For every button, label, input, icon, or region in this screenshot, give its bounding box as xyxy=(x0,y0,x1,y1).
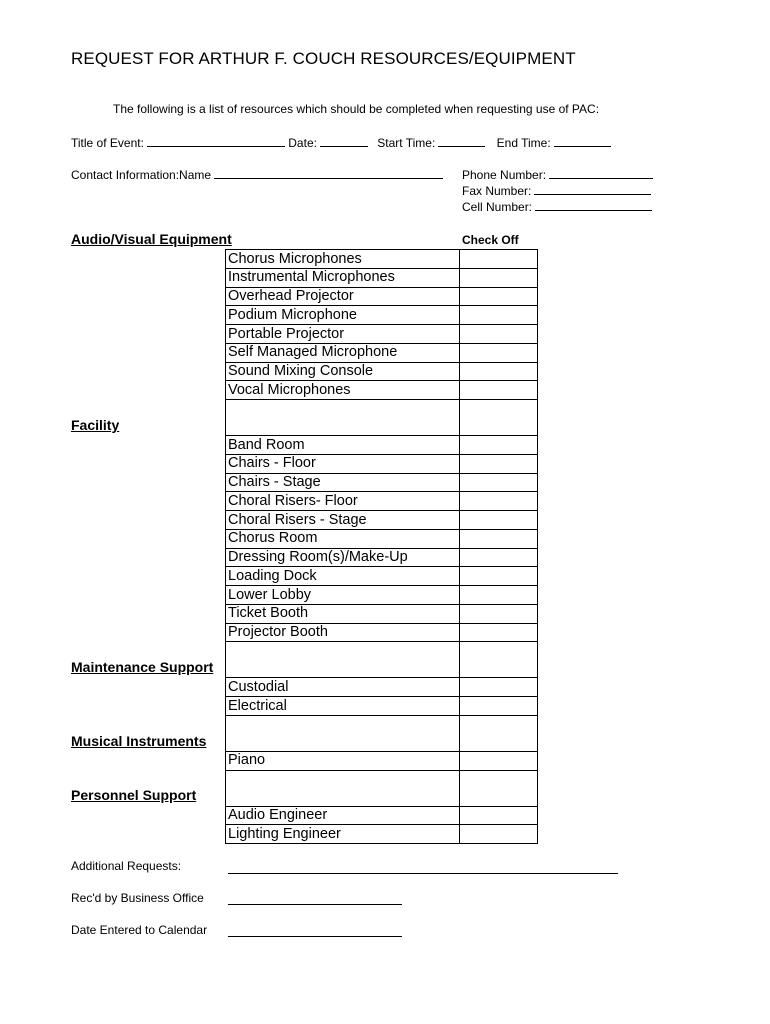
event-date-label: Date: xyxy=(288,136,317,150)
end-time-field[interactable] xyxy=(554,135,611,147)
table-rule xyxy=(225,604,538,605)
additional-requests-field[interactable] xyxy=(228,873,618,874)
check-off-box-facility-8[interactable] xyxy=(460,586,536,603)
page-title: REQUEST FOR ARTHUR F. COUCH RESOURCES/EQUIPMENT xyxy=(71,49,576,68)
table-rule xyxy=(225,305,538,306)
recd-by-field[interactable] xyxy=(228,904,402,905)
table-rule xyxy=(225,380,538,381)
section-heading-maintenance: Maintenance Support xyxy=(71,659,214,675)
table-column-divider xyxy=(459,249,460,844)
check-off-box-av-4[interactable] xyxy=(460,325,536,342)
resource-item-facility-5: Chorus Room xyxy=(228,530,318,547)
resource-item-av-2: Overhead Projector xyxy=(228,288,354,304)
calendar-label: Date Entered to Calendar xyxy=(71,923,208,937)
check-off-box-facility-6[interactable] xyxy=(460,549,536,566)
check-off-box-facility-10[interactable] xyxy=(460,624,536,641)
table-rule xyxy=(225,585,538,586)
table-rule xyxy=(225,249,538,250)
contact-name-row xyxy=(71,167,443,182)
start-time-label: Start Time: xyxy=(377,136,436,150)
resource-item-facility-9: Ticket Booth xyxy=(228,605,309,622)
recd-by-label: Rec'd by Business Office xyxy=(71,891,204,905)
table-rule xyxy=(225,435,538,436)
phone-field[interactable] xyxy=(549,167,653,179)
cell-field[interactable] xyxy=(535,199,652,211)
end-time-label: End Time: xyxy=(496,136,551,150)
fax-label: Fax Number: xyxy=(462,184,532,198)
cell-row xyxy=(462,199,652,214)
table-rule xyxy=(225,548,538,549)
section-heading-musical: Musical Instruments xyxy=(71,733,207,749)
check-off-box-av-3[interactable] xyxy=(460,306,536,323)
table-rule xyxy=(225,641,538,642)
resource-item-facility-8: Lower Lobby xyxy=(228,586,312,603)
check-off-box-av-2[interactable] xyxy=(460,288,536,305)
check-off-box-facility-5[interactable] xyxy=(460,530,536,547)
resource-item-facility-7: Loading Dock xyxy=(228,567,317,584)
table-rule xyxy=(225,677,538,678)
event-date-field[interactable] xyxy=(320,135,368,147)
table-border-left xyxy=(225,249,226,844)
resource-item-maintenance-0: Custodial xyxy=(228,678,289,695)
contact-name-field[interactable] xyxy=(214,167,443,179)
event-title-label: Title of Event: xyxy=(71,136,144,150)
section-heading-av: Audio/Visual Equipment xyxy=(71,231,232,247)
intro-text: The following is a list of resources which should be completed when requesting use of PAC: xyxy=(113,102,600,116)
fax-field[interactable] xyxy=(534,183,651,195)
calendar-field[interactable] xyxy=(228,936,402,937)
table-rule xyxy=(225,399,538,400)
table-rule xyxy=(225,324,538,325)
section-heading-personnel: Personnel Support xyxy=(71,787,197,803)
resource-item-facility-3: Choral Risers- Floor xyxy=(228,492,358,509)
check-off-box-facility-0[interactable] xyxy=(460,436,536,453)
check-off-box-personnel-0[interactable] xyxy=(460,807,536,824)
check-off-box-facility-4[interactable] xyxy=(460,511,536,528)
resource-item-facility-0: Band Room xyxy=(228,436,305,453)
check-off-box-personnel-1[interactable] xyxy=(460,825,536,842)
resource-item-personnel-1: Lighting Engineer xyxy=(228,825,341,842)
table-rule xyxy=(225,268,538,269)
resource-item-facility-1: Chairs - Floor xyxy=(228,455,316,472)
resource-item-personnel-0: Audio Engineer xyxy=(228,807,328,823)
resource-item-musical-0: Piano xyxy=(228,752,266,769)
resource-item-facility-6: Dressing Room(s)/Make-Up xyxy=(228,549,408,565)
table-rule xyxy=(225,696,538,697)
additional-requests-label: Additional Requests: xyxy=(71,859,182,873)
check-off-box-musical-0[interactable] xyxy=(460,752,536,769)
contact-name-label: Contact Information:Name xyxy=(71,168,212,182)
check-off-box-av-6[interactable] xyxy=(460,363,536,380)
resource-item-av-0: Chorus Microphones xyxy=(228,250,362,267)
resource-item-facility-4: Choral Risers - Stage xyxy=(228,511,367,528)
table-rule xyxy=(225,510,538,511)
phone-label: Phone Number: xyxy=(462,168,547,182)
event-title-field[interactable] xyxy=(147,135,285,147)
check-off-box-av-5[interactable] xyxy=(460,344,536,361)
check-off-box-facility-2[interactable] xyxy=(460,474,536,491)
check-off-box-facility-3[interactable] xyxy=(460,492,536,509)
check-off-box-facility-1[interactable] xyxy=(460,455,536,472)
start-time-field[interactable] xyxy=(438,135,485,147)
check-off-heading: Check Off xyxy=(462,233,519,247)
table-rule xyxy=(225,623,538,624)
table-rule xyxy=(225,806,538,807)
table-rule xyxy=(225,843,538,844)
resource-item-av-7: Vocal Microphones xyxy=(228,381,351,398)
table-rule xyxy=(225,473,538,474)
table-rule xyxy=(225,770,538,771)
table-rule xyxy=(225,751,538,752)
resource-item-av-5: Self Managed Microphone xyxy=(228,344,398,361)
fax-row xyxy=(462,183,651,198)
check-off-box-av-0[interactable] xyxy=(460,250,536,267)
table-rule xyxy=(225,454,538,455)
resource-item-av-4: Portable Projector xyxy=(228,325,345,342)
phone-row xyxy=(462,167,653,182)
table-rule xyxy=(225,529,538,530)
table-rule xyxy=(225,287,538,288)
check-off-box-maintenance-1[interactable] xyxy=(460,697,536,714)
table-rule xyxy=(225,715,538,716)
check-off-box-facility-7[interactable] xyxy=(460,567,536,584)
table-rule xyxy=(225,343,538,344)
table-rule xyxy=(225,491,538,492)
event-fields-row xyxy=(71,135,611,150)
table-border-right xyxy=(537,249,538,844)
resource-item-facility-2: Chairs - Stage xyxy=(228,474,321,490)
table-rule xyxy=(225,362,538,363)
check-off-box-maintenance-0[interactable] xyxy=(460,678,536,695)
resource-item-facility-10: Projector Booth xyxy=(228,624,328,640)
resource-item-av-3: Podium Microphone xyxy=(228,306,357,323)
resource-item-av-1: Instrumental Microphones xyxy=(228,269,395,286)
table-rule xyxy=(225,566,538,567)
resource-item-av-6: Sound Mixing Console xyxy=(228,363,374,379)
check-off-box-av-1[interactable] xyxy=(460,269,536,286)
check-off-box-av-7[interactable] xyxy=(460,381,536,398)
table-rule xyxy=(225,824,538,825)
resource-item-maintenance-1: Electrical xyxy=(228,697,287,714)
check-off-box-facility-9[interactable] xyxy=(460,605,536,622)
section-heading-facility: Facility xyxy=(71,417,120,433)
cell-label: Cell Number: xyxy=(462,200,533,214)
